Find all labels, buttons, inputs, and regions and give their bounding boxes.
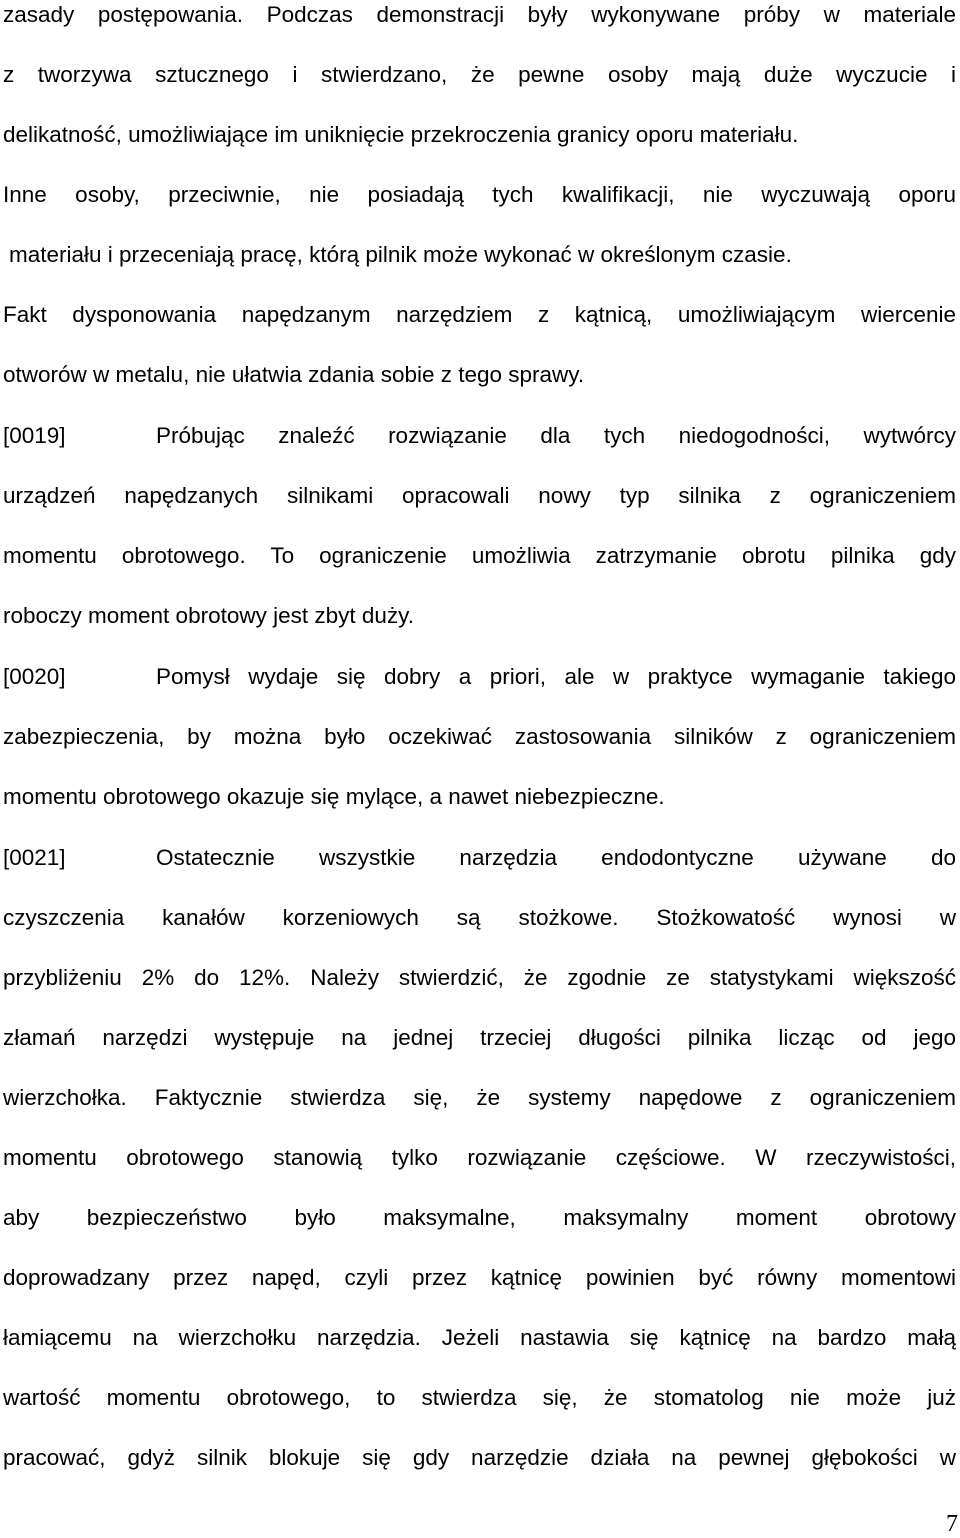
paragraph-number: [0019] [3, 423, 66, 448]
paragraph-0020-first-line [3, 662, 956, 692]
text-line: zasady postępowania. Podczas demonstracji były wykonywane próby w materiale [3, 2, 956, 27]
text-line: urządzeń napędzanych silnikami opracowali nowy typ silnika z ograniczeniem [3, 483, 956, 508]
text-line: materiału i przeceniają pracę, którą pilnik może wykonać w określonym czasie. [9, 242, 792, 267]
text-line: momentu obrotowego stanowią tylko rozwiązanie częściowe. W rzeczywistości, [3, 1145, 956, 1170]
text-line: Fakt dysponowania napędzanym narzędziem z kątnicą, umożliwiającym wiercenie [3, 302, 956, 327]
text-line: Ostatecznie wszystkie narzędzia endodontyczne używane do [156, 845, 956, 870]
text-line: roboczy moment obrotowy jest zbyt duży. [3, 603, 414, 628]
text-line: doprowadzany przez napęd, czyli przez kątnicę powinien być równy momentowi [3, 1265, 956, 1290]
page-number: 7 [946, 1511, 958, 1537]
paragraph-number: [0021] [3, 845, 66, 870]
text-line: momentu obrotowego. To ograniczenie umożliwia zatrzymanie obrotu pilnika gdy [3, 543, 956, 568]
paragraph-0021-first-line [3, 843, 956, 873]
text-line: delikatność, umożliwiające im uniknięcie przekroczenia granicy oporu materiału. [3, 122, 799, 147]
text-line: złamań narzędzi występuje na jednej trzeciej długości pilnika licząc od jego [3, 1025, 956, 1050]
text-line: aby bezpieczeństwo było maksymalne, maksymalny moment obrotowy [3, 1205, 956, 1230]
text-line: wartość momentu obrotowego, to stwierdza się, że stomatolog nie może już [3, 1385, 956, 1410]
text-line: łamiącemu na wierzchołku narzędzia. Jeżeli nastawia się kątnicę na bardzo małą [3, 1325, 956, 1350]
paragraph-number: [0020] [3, 664, 66, 689]
text-line: pracować, gdyż silnik blokuje się gdy narzędzie działa na pewnej głębokości w [3, 1445, 956, 1470]
text-line: Pomysł wydaje się dobry a priori, ale w praktyce wymaganie takiego [156, 664, 956, 689]
text-line: otworów w metalu, nie ułatwia zdania sobie z tego sprawy. [3, 362, 585, 387]
text-line: przybliżeniu 2% do 12%. Należy stwierdzić, że zgodnie ze statystykami większość [3, 965, 956, 990]
text-line: czyszczenia kanałów korzeniowych są stożkowe. Stożkowatość wynosi w [3, 905, 956, 930]
text-line: Inne osoby, przeciwnie, nie posiadają tych kwalifikacji, nie wyczuwają oporu [3, 182, 956, 207]
text-line: Próbując znaleźć rozwiązanie dla tych niedogodności, wytwórcy [156, 423, 956, 448]
text-line: z tworzywa sztucznego i stwierdzano, że pewne osoby mają duże wyczucie i [3, 62, 956, 87]
text-line: zabezpieczenia, by można było oczekiwać zastosowania silników z ograniczeniem [3, 724, 956, 749]
paragraph-0019-first-line [3, 421, 956, 451]
text-line: momentu obrotowego okazuje się mylące, a nawet niebezpieczne. [3, 784, 665, 809]
text-line: wierzchołka. Faktycznie stwierdza się, że systemy napędowe z ograniczeniem [3, 1085, 956, 1110]
